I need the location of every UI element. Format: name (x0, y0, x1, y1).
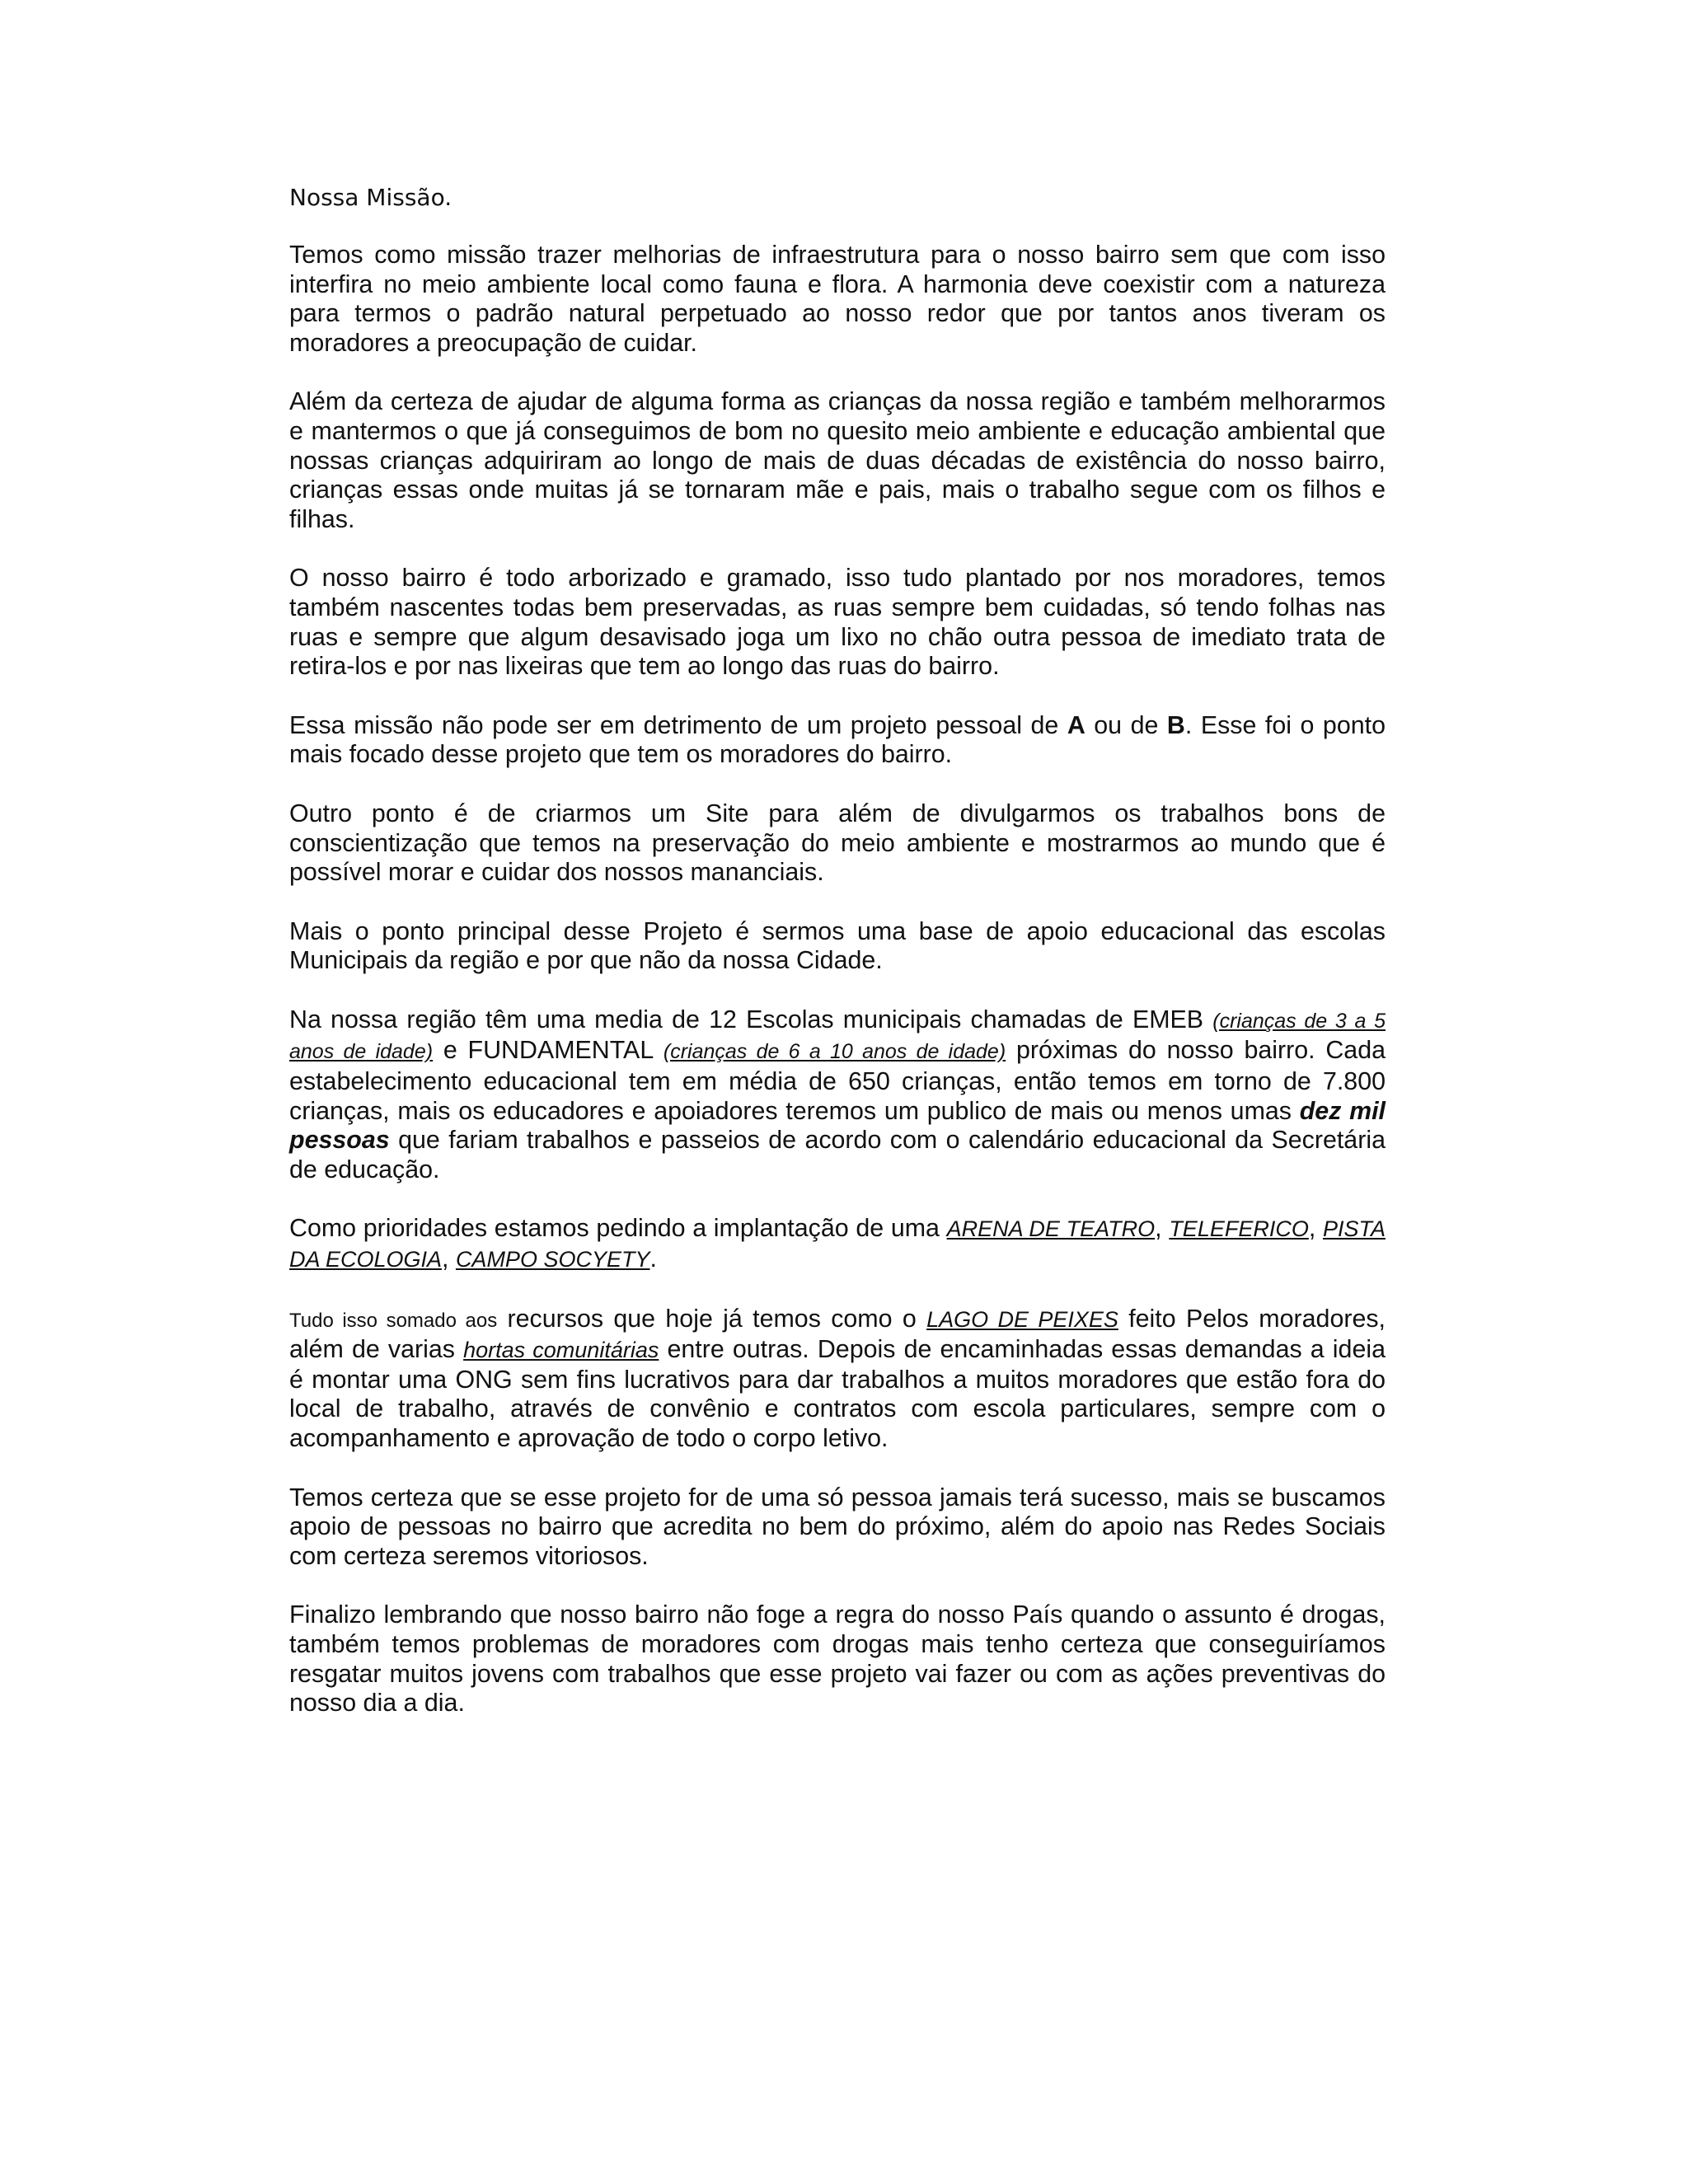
bold-letter-a: A (1067, 710, 1085, 739)
text-run: recursos que hoje já temos como o (497, 1304, 927, 1333)
paragraph-resources (289, 1305, 1386, 1454)
resource-hortas: hortas comunitárias (463, 1338, 659, 1363)
document-title: Nossa Missão. (289, 184, 452, 211)
text-run: Como prioridades estamos pedindo a implantação de uma (289, 1214, 947, 1243)
paragraph-website: Outro ponto é de criarmos um Site para além de divulgarmos os trabalhos bons de conscientização que temos na preservação do meio ambiente e mostrarmos ao mundo que é possível morar e cuidar dos nossos mananciais. (289, 799, 1386, 887)
paragraph-priorities (289, 1214, 1386, 1274)
note-fundamental-ages: (crianças de 6 a 10 anos de idade) (663, 1040, 1006, 1064)
paragraph-not-personal (289, 711, 1386, 770)
text-run: entre outras. Depois de encaminhadas essas demandas a ideia é montar uma ONG sem fins lucrativos para dar trabalhos a muitos moradores que estão fora do local de trabalho, através de convênio e contratos com escola particulares, sempre com o acompanhamento e aprovação de todo o corpo letivo. (289, 1335, 1386, 1452)
text-run: feito Pelos moradores, além de varias (289, 1304, 1386, 1364)
text-run: Na nossa região têm uma media de 12 Escolas municipais chamadas de EMEB (289, 1005, 1213, 1033)
separator: , (442, 1244, 456, 1273)
paragraph-mission: Temos como missão trazer melhorias de infraestrutura para o nosso bairro sem que com isso interfira no meio ambiente local como fauna e flora. A harmonia deve coexistir com a natureza para termos o padrão natural perpetuado ao nosso redor que por tantos anos tiveram os moradores a preocupação de cuidar. (289, 241, 1386, 357)
bold-letter-b: B (1166, 710, 1185, 739)
separator: , (1155, 1214, 1170, 1243)
text-run: e FUNDAMENTAL (433, 1036, 663, 1065)
priority-pista: PISTA DA ECOLOGIA (289, 1216, 1386, 1272)
priority-arena: ARENA DE TEATRO (946, 1216, 1156, 1242)
paragraph-closing: Finalizo lembrando que nosso bairro não foge a regra do nosso País quando o assunto é drogas, também temos problemas de moradores com drogas mais tenho certeza que conseguiríamos resgatar muitos jovens com trabalhos que esse projeto vai fazer ou com as ações preventivas do nosso dia a dia. (289, 1601, 1386, 1718)
priority-teleferico: TELEFERICO (1169, 1216, 1309, 1242)
priority-campo: CAMPO SOCYETY (455, 1247, 650, 1272)
text-run: próximas do nosso bairro. Cada estabelecimento educacional tem em média de 650 crianças, então temos em torno de 7.800 crianças, mais os educadores e apoiadores teremos um publico de mais ou menos umas (289, 1036, 1386, 1125)
document-page (289, 183, 1386, 1748)
text-run: Essa missão não pode ser em detrimento de um projeto pessoal de (289, 710, 1067, 739)
small-lead-text: Tudo isso somado aos (289, 1309, 498, 1332)
text-run: que fariam trabalhos e passeios de acordo com o calendário educacional da Secretária de educação. (289, 1126, 1386, 1183)
emphasis-ten-thousand: dez mil pessoas (289, 1096, 1386, 1155)
text-run: . Esse foi o ponto mais focado desse projeto que tem os moradores do bairro. (289, 710, 1386, 769)
separator: , (1308, 1214, 1323, 1243)
paragraph-main-point: Mais o ponto principal desse Projeto é sermos uma base de apoio educacional das escolas Municipais da região e por que não da nossa Cidade. (289, 916, 1386, 975)
note-emeb-ages: (crianças de 3 a 5 anos de idade) (289, 1009, 1386, 1064)
text-run: ou de (1085, 710, 1167, 739)
paragraph-schools (289, 1005, 1386, 1185)
resource-lago: LAGO DE PEIXES (926, 1306, 1118, 1332)
paragraph-certainty: Temos certeza que se esse projeto for de uma só pessoa jamais terá sucesso, mais se buscamos apoio de pessoas no bairro que acredita no bem do próximo, além do apoio nas Redes Sociais com certeza seremos vitoriosos. (289, 1483, 1386, 1570)
paragraph-neighborhood: O nosso bairro é todo arborizado e gramado, isso tudo plantado por nos moradores, temos também nascentes todas bem preservadas, as ruas sempre bem cuidadas, só tendo folhas nas ruas e sempre que algum desavisado joga um lixo no chão outra pessoa de imediato trata de retira-los e por nas lixeiras que tem ao longo das ruas do bairro. (289, 564, 1386, 681)
paragraph-children: Além da certeza de ajudar de alguma forma as crianças da nossa região e também melhorarmos e mantermos o que já conseguimos de bom no quesito meio ambiente e educação ambiental que nossas crianças adquiriram ao longo de mais de duas décadas de existência do nosso bairro, crianças essas onde muitas já se tornaram mãe e pais, mais o trabalho segue com os filhos e filhas. (289, 387, 1386, 533)
separator: . (649, 1244, 657, 1273)
